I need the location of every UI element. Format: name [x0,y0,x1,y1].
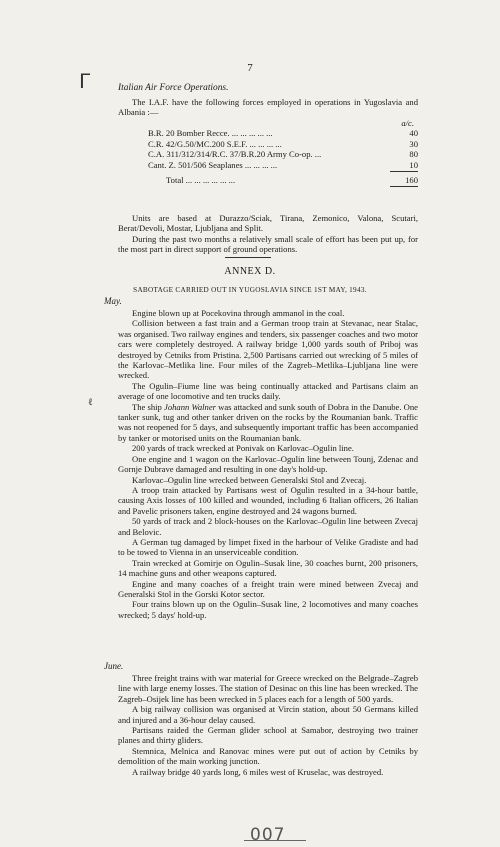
total-value: 160 [405,175,418,186]
event-paragraph: Four trains blown up on the Ogulin–Susak line, 2 locomotives and many coaches wrecked; 5 days' hold-up. [118,599,418,620]
iaf-forces-table [118,118,418,187]
total-rule [390,171,418,172]
aircraft-count: 40 [409,128,418,139]
annex-title: ANNEX D. [224,266,276,277]
event-paragraph: 50 yards of track and 2 block-houses on the Karlovac–Ogulin line between Zvecaj and Belovic. [118,516,418,537]
event-paragraph: Collision between a fast train and a German troop train at Stevanac, near Stalac, was organised. Two railway engines and tenders, six passenger coaches and two motor cars were completely destroyed. A railway bridge 1,000 yards south of Priboj was destroyed by Cetniks from Pristina. 2,500 Partisans carried out wrecking of 5 miles of the Karlovac–Metlika line. Four miles of the Zagreb–Metlika–Ljubljana line were wrecked. [118,318,418,381]
event-text: The ship [132,401,165,412]
forces-total-row [118,175,418,185]
annex-subtitle: SABOTAGE CARRIED OUT IN YUGOSLAVIA SINCE 1ST MAY, 1943. [133,286,367,294]
aircraft-count: 30 [409,138,418,149]
event-text: was attacked and sunk south of Dobra in the Danube. One tanker sunk, tug and other tanker driven on the rocks by the Roumanian bank. Traffic was not reopened for 5 days, and subsequently important traffic has been accompanied by tanker or motorised units on the Roumanian bank. [118,401,418,443]
event-paragraph [118,402,418,444]
event-paragraph: Stemnica, Melnica and Ranovac mines were put out of action by Cetniks by demolition of the main working junction. [118,745,418,767]
event-paragraph: 200 yards of track wrecked at Ponivak on Karlovac–Ogulin line. [132,443,354,454]
handwritten-page-mark: 007 [250,825,286,845]
iaf-intro-text: The I.A.F. have the following forces employed in operations in Yugoslavia and Albania :— [118,97,418,118]
total-label: Total ... ... ... ... ... ... [166,175,236,186]
event-paragraph: One engine and 1 wagon on the Karlovac–Ogulin line between Tounj, Zdenac and Gornje Dubrave damaged and resulting in one day's hold-up. [118,453,418,475]
iaf-heading: Italian Air Force Operations. [118,83,229,93]
section-divider [225,257,271,258]
event-paragraph: Engine and many coaches of a freight train were mined between Zvecaj and Generalski Stol in the Gorski Kotor sector. [118,578,418,599]
ship-name: Johann Walner [164,401,216,412]
event-paragraph: A troop train attacked by Partisans west of Ogulin resulted in a 34-hour battle, causing Axis losses of 100 killed and wounded, including 6 Italian officers, 26 Italian and Pavelic prisoners taken, engine destroyed and 24 wagons burned. [118,484,418,516]
page-number: 7 [247,62,253,74]
forces-row [118,149,418,159]
event-paragraph: A railway bridge 40 yards long, 6 miles west of Kruselac, was destroyed. [132,766,384,777]
aircraft-count: 80 [409,149,418,160]
event-paragraph: Three freight trains with war material for Greece wrecked on the Belgrade–Zagreb line with large enemy losses. The station of Desinac on this line has been wrecked. The Zagreb–Osijek line has been wrecked in 5 places each for a length of 500 yards. [118,673,418,704]
iaf-intro [118,97,418,118]
forces-row [118,139,418,149]
month-label-may: May. [104,296,122,306]
event-paragraph: Engine blown up at Pocekovina through ammanol in the coal. [132,308,345,318]
iaf-bases-text: Units are based at Durazzo/Sciak, Tirana, Zemonico, Valona, Scutari, Berat/Devoli, Mostar, Ljubljana and Split. [118,213,418,234]
unit-name: C.R. 42/G.50/MC.200 S.E.F. ... ... ... ... [148,138,282,149]
handwritten-underline [244,840,306,841]
aircraft-column-header: a/c. [401,118,414,128]
event-paragraph: A German tug damaged by limpet fixed in the harbour of Velike Gradiste and had to be towed to Vienna in an unserviceable condition. [118,536,418,558]
event-paragraph: Partisans raided the German glider school at Samabor, destroying two trainer planes and thirty gliders. [118,725,418,746]
event-paragraph: The Ogulin–Fiume line was being continually attacked and Partisans claim an average of one locomotive and ten trucks daily. [118,380,418,402]
month-label-june: June. [104,661,124,671]
total-rule [390,186,418,187]
unit-name: Cant. Z. 501/506 Seaplanes ... ... ... ... [148,159,278,170]
event-paragraph: Karlovac–Ogulin line wrecked between Generalski Stol and Zvecaj. [132,474,367,485]
iaf-bases [118,213,418,255]
aircraft-count: 10 [409,159,418,170]
forces-row [118,160,418,170]
event-paragraph: Train wrecked at Gomirje on Ogulin–Susak line, 30 coaches burnt, 200 prisoners, 14 machine guns and other weapons captured. [118,557,418,579]
may-events [118,308,418,620]
margin-mark: ℓ [88,397,93,408]
forces-row [118,128,418,138]
iaf-activity-text: During the past two months a relatively small scale of effort has been put up, for the most part in direct support of ground operations. [118,233,418,255]
margin-bracket-mark: ᒥ [79,71,91,93]
june-events [118,673,418,777]
unit-name: C.A. 311/312/314/R.C. 37/B.R.20 Army Co-op. ... [148,149,322,160]
unit-name: B.R. 20 Bomber Recce. ... ... ... ... ... [148,128,273,139]
event-paragraph: A big railway collision was organised at Vircin station, about 50 Germans killed and injured and a 36-hour delay caused. [118,704,418,725]
